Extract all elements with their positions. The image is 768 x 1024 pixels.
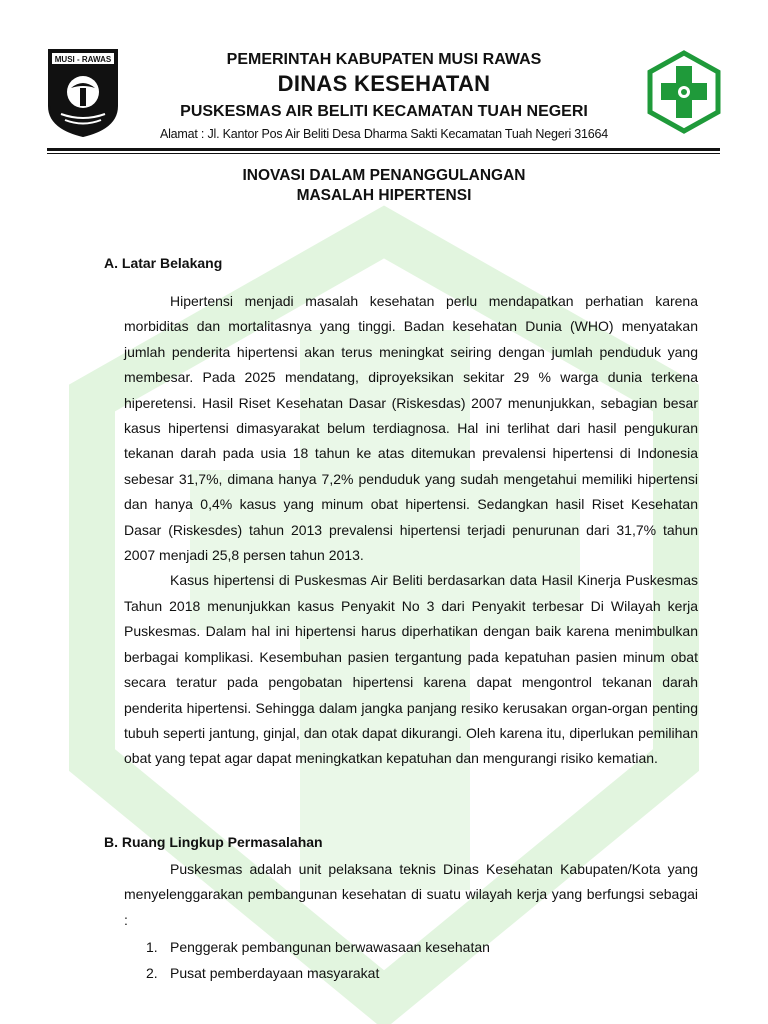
list-item bbox=[146, 934, 490, 960]
list-item bbox=[146, 960, 490, 986]
list-item-number: 2. bbox=[146, 965, 158, 981]
document-title bbox=[120, 166, 648, 206]
musi-rawas-emblem-icon bbox=[47, 48, 119, 138]
section-b-body bbox=[124, 857, 698, 933]
section-a-paragraph-1: Hipertensi menjadi masalah kesehatan perlu mendapatkan perhatian karena morbiditas dan mortalitasnya yang tinggi. Badan kesehatan Dunia (WHO) menyatakan jumlah penderita hipertensi akan terus meningkat seiring dengan jumlah penduduk yang membesar. Pada 2025 mendatang, diproyeksikan sekitar 29 % warga dunia terkena hiperetensi. Hasil Riset Kesehatan Dasar (Riskesdas) 2007 menunjukkan, sebagian besar kasus hipertensi dimasyarakat belum terdiagnosa. Hal ini terlihat dari hasil pengukuran tekanan darah pada usia 18 tahun ke atas ditemukan prevalensi hipertensi di Indonesia sebesar 31,7%, dimana hanya 7,2% penduduk yang sudah mengetahui memiliki hipertensi dan hanya 0,4% kasus yang minum obat hipertensi. Sedangkan hasil Riset Kesehatan Dasar (Riskesdes) tahun 2013 prevalensi hipertensi terjadi penurunan dari 31,7% tahun 2007 menjadi 25,8 persen tahun 2013. bbox=[124, 293, 698, 564]
section-b-heading: B. Ruang Lingkup Permasalahan bbox=[104, 834, 323, 850]
letterhead-agency: DINAS KESEHATAN bbox=[277, 71, 491, 96]
header-divider-thin bbox=[47, 153, 720, 154]
section-a-paragraph-2: Kasus hipertensi di Puskesmas Air Beliti berdasarkan data Hasil Kinerja Puskesmas Tahun 2018 menunjukkan kasus Penyakit No 3 dari Penyakit terbesar Di Wilayah kerja Puskesmas. Dalam hal ini hipertensi harus diperhatikan dengan baik karena menimbulkan berbagai komplikasi. Kesembuhan pasien tergantung pada kepatuhan pasien minum obat secara teratur pada pengobatan hipertensi karena dapat mengontrol tekanan darah penderita hipertensi. Sehingga dalam jangka panjang resiko kerusakan organ-organ penting tubuh seperti jantung, ginjal, dan otak dapat dikurangi. Oleh karena itu, diperlukan pemilihan obat yang tepat agar dapat meningkatkan kepatuhan dan mengurangi risiko kematian. bbox=[124, 572, 698, 767]
letterhead-puskesmas: PUSKESMAS AIR BELITI KECAMATAN TUAH NEGERI bbox=[180, 103, 588, 120]
letterhead-government: PEMERINTAH KABUPATEN MUSI RAWAS bbox=[226, 51, 542, 68]
header-divider-thick bbox=[47, 148, 720, 151]
document-title-line2: MASALAH HIPERTENSI bbox=[296, 187, 472, 204]
list-item-text: Penggerak pembangunan berwawasaan kesehatan bbox=[170, 939, 490, 955]
emblem-label: MUSI - RAWAS bbox=[54, 55, 112, 64]
letterhead-address: Alamat : Jl. Kantor Pos Air Beliti Desa Dharma Sakti Kecamatan Tuah Negeri 31664 bbox=[159, 127, 609, 141]
section-a-body bbox=[124, 289, 698, 772]
document-title-line1: INOVASI DALAM PENANGGULANGAN bbox=[242, 167, 526, 184]
list-item-number: 1. bbox=[146, 939, 158, 955]
letterhead bbox=[120, 49, 648, 143]
section-b-paragraph: Puskesmas adalah unit pelaksana teknis Dinas Kesehatan Kabupaten/Kota yang menyelenggarakan pembangunan kesehatan di suatu wilayah kerja yang berfungsi sebagai : bbox=[124, 861, 698, 928]
section-a-heading: A. Latar Belakang bbox=[104, 255, 223, 271]
list-item-text: Pusat pemberdayaan masyarakat bbox=[170, 965, 380, 981]
puskesmas-logo-icon bbox=[647, 50, 721, 134]
function-list bbox=[146, 934, 490, 986]
